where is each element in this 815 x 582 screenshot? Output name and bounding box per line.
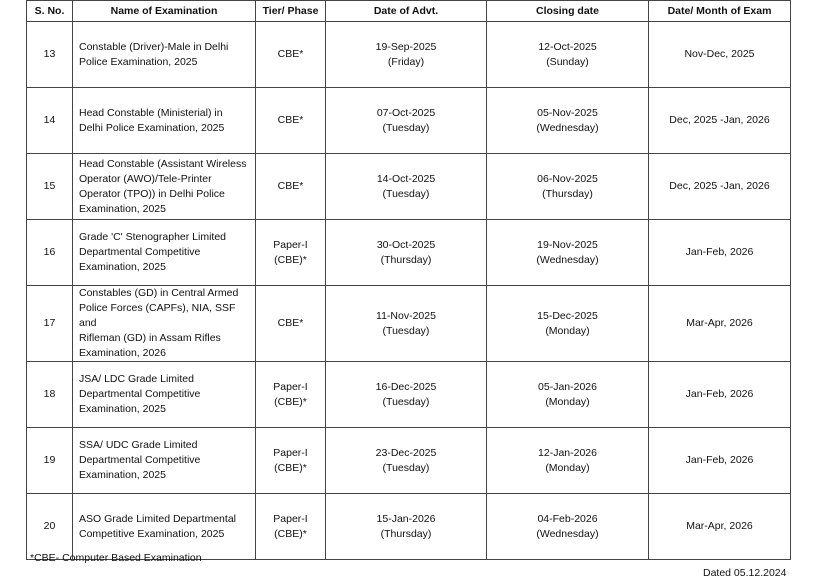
closing-line: (Thursday) bbox=[542, 187, 593, 200]
closing-line: (Sunday) bbox=[546, 55, 589, 68]
closing-line: (Monday) bbox=[545, 395, 590, 408]
row-sno: 19 bbox=[27, 428, 73, 494]
row-exam-month: Dec, 2025 -Jan, 2026 bbox=[649, 88, 791, 154]
advt-line: 15-Jan-2026 bbox=[376, 512, 436, 525]
advt-line: (Tuesday) bbox=[382, 461, 430, 474]
row-tier bbox=[256, 88, 326, 154]
closing-line: 04-Feb-2026 bbox=[537, 512, 598, 525]
tier-line: (CBE)* bbox=[274, 461, 307, 474]
tier-line: (CBE)* bbox=[274, 253, 307, 266]
row-sno: 15 bbox=[27, 154, 73, 220]
row-exam-month: Jan-Feb, 2026 bbox=[649, 428, 791, 494]
closing-line: (Wednesday) bbox=[536, 527, 599, 540]
name-line: Examination, 2025 bbox=[79, 469, 166, 481]
row-closing-date bbox=[487, 154, 649, 220]
name-line: Police Examination, 2025 bbox=[79, 55, 198, 68]
row-sno: 20 bbox=[27, 494, 73, 560]
closing-line: 15-Dec-2025 bbox=[537, 309, 598, 322]
row-closing-date bbox=[487, 494, 649, 560]
row-closing-date bbox=[487, 428, 649, 494]
name-line: Grade 'C' Stenographer Limited bbox=[79, 231, 227, 243]
row-exam-name bbox=[73, 220, 256, 286]
row-exam-name bbox=[73, 494, 256, 560]
tier-line: Paper-I bbox=[273, 512, 308, 525]
name-line: Police Forces (CAPFs), NIA, SSF and bbox=[79, 302, 236, 329]
row-exam-month: Mar-Apr, 2026 bbox=[649, 286, 791, 362]
name-line: Operator (AWO)/Tele-Printer bbox=[79, 172, 212, 185]
row-tier bbox=[256, 220, 326, 286]
name-line: Rifleman (GD) in Assam Rifles bbox=[79, 332, 221, 344]
closing-line: (Monday) bbox=[545, 324, 590, 337]
table-row bbox=[27, 494, 791, 560]
advt-line: (Tuesday) bbox=[382, 324, 430, 337]
name-line: Constable (Driver)-Male in Delhi bbox=[79, 40, 229, 53]
name-line: Delhi Police Examination, 2025 bbox=[79, 121, 225, 134]
name-line: Head Constable (Ministerial) in bbox=[79, 106, 223, 119]
row-exam-name bbox=[73, 88, 256, 154]
advt-line: 16-Dec-2025 bbox=[375, 380, 437, 393]
table-row bbox=[27, 22, 791, 88]
name-line: ASO Grade Limited Departmental bbox=[79, 512, 236, 525]
header-advt-date: Date of Advt. bbox=[326, 1, 487, 22]
closing-line: 12-Jan-2026 bbox=[538, 446, 597, 459]
row-closing-date bbox=[487, 22, 649, 88]
tier-line: (CBE)* bbox=[274, 395, 307, 408]
name-line: SSA/ UDC Grade Limited bbox=[79, 439, 198, 451]
advt-line: 11-Nov-2025 bbox=[376, 309, 436, 322]
table-row bbox=[27, 286, 791, 362]
row-exam-month: Mar-Apr, 2026 bbox=[649, 494, 791, 560]
dated-label: Dated 05.12.2024 bbox=[703, 567, 787, 579]
header-name: Name of Examination bbox=[73, 1, 256, 22]
name-line: Departmental Competitive bbox=[79, 454, 201, 466]
row-closing-date bbox=[487, 88, 649, 154]
table-row bbox=[27, 428, 791, 494]
row-sno: 17 bbox=[27, 286, 73, 362]
advt-line: (Thursday) bbox=[380, 527, 432, 540]
row-tier bbox=[256, 362, 326, 428]
advt-line: 30-Oct-2025 bbox=[376, 238, 436, 251]
tier-line: CBE* bbox=[277, 317, 304, 329]
closing-line: (Wednesday) bbox=[536, 253, 599, 266]
row-closing-date bbox=[487, 220, 649, 286]
name-line: Departmental Competitive bbox=[79, 388, 201, 400]
row-tier bbox=[256, 154, 326, 220]
advt-line: (Tuesday) bbox=[382, 121, 430, 134]
closing-line: 12-Oct-2025 bbox=[538, 40, 597, 53]
name-line: Departmental Competitive bbox=[79, 246, 201, 258]
table-row bbox=[27, 88, 791, 154]
row-exam-name bbox=[73, 428, 256, 494]
row-tier bbox=[256, 22, 326, 88]
name-line: Examination, 2025 bbox=[79, 202, 166, 215]
name-line: Operator (TPO)) in Delhi Police bbox=[79, 187, 225, 200]
table-row bbox=[27, 362, 791, 428]
tier-line: (CBE)* bbox=[274, 527, 307, 540]
advt-line: (Tuesday) bbox=[382, 187, 430, 200]
tier-line: Paper-I bbox=[273, 380, 308, 393]
tier-line: Paper-I bbox=[273, 446, 308, 459]
row-advt-date bbox=[326, 88, 487, 154]
row-advt-date bbox=[326, 286, 487, 362]
row-advt-date bbox=[326, 428, 487, 494]
row-exam-name bbox=[73, 154, 256, 220]
advt-line: (Thursday) bbox=[380, 253, 432, 266]
row-tier bbox=[256, 428, 326, 494]
advt-line: 07-Oct-2025 bbox=[376, 106, 436, 119]
row-closing-date bbox=[487, 286, 649, 362]
name-line: Examination, 2025 bbox=[79, 403, 166, 415]
table-header-row bbox=[27, 1, 791, 22]
row-exam-month: Jan-Feb, 2026 bbox=[649, 362, 791, 428]
name-line: Examination, 2025 bbox=[79, 261, 166, 273]
name-line: JSA/ LDC Grade Limited bbox=[79, 373, 194, 385]
header-sno: S. No. bbox=[27, 1, 73, 22]
row-exam-name bbox=[73, 286, 256, 362]
closing-line: (Wednesday) bbox=[536, 121, 599, 134]
row-advt-date bbox=[326, 22, 487, 88]
row-sno: 14 bbox=[27, 88, 73, 154]
row-closing-date bbox=[487, 362, 649, 428]
table-row bbox=[27, 220, 791, 286]
name-line: Examination, 2026 bbox=[79, 347, 166, 359]
row-advt-date bbox=[326, 494, 487, 560]
row-exam-month: Dec, 2025 -Jan, 2026 bbox=[649, 154, 791, 220]
row-tier bbox=[256, 494, 326, 560]
header-closing-date: Closing date bbox=[487, 1, 649, 22]
advt-line: 14-Oct-2025 bbox=[376, 172, 436, 185]
table-body bbox=[27, 22, 791, 560]
advt-line: (Friday) bbox=[387, 55, 425, 68]
row-sno: 18 bbox=[27, 362, 73, 428]
advt-line: 23-Dec-2025 bbox=[375, 446, 437, 459]
closing-line: 19-Nov-2025 bbox=[537, 238, 598, 251]
closing-line: (Monday) bbox=[545, 461, 590, 474]
footnote: *CBE- Computer Based Examination bbox=[30, 552, 202, 564]
name-line: Head Constable (Assistant Wireless bbox=[79, 157, 247, 170]
header-tier: Tier/ Phase bbox=[256, 1, 326, 22]
tier-line: Paper-I bbox=[273, 238, 308, 251]
row-exam-month: Jan-Feb, 2026 bbox=[649, 220, 791, 286]
row-advt-date bbox=[326, 154, 487, 220]
tier-line: CBE* bbox=[277, 114, 304, 126]
row-exam-name bbox=[73, 22, 256, 88]
table-row bbox=[27, 154, 791, 220]
row-sno: 13 bbox=[27, 22, 73, 88]
row-exam-month: Nov-Dec, 2025 bbox=[649, 22, 791, 88]
row-exam-name bbox=[73, 362, 256, 428]
closing-line: 06-Nov-2025 bbox=[537, 172, 598, 185]
row-advt-date bbox=[326, 220, 487, 286]
advt-line: (Tuesday) bbox=[382, 395, 430, 408]
advt-line: 19-Sep-2025 bbox=[375, 40, 437, 53]
closing-line: 05-Jan-2026 bbox=[538, 380, 597, 393]
row-tier bbox=[256, 286, 326, 362]
closing-line: 05-Nov-2025 bbox=[537, 106, 598, 119]
name-line: Competitive Examination, 2025 bbox=[79, 527, 225, 540]
exam-schedule-table bbox=[26, 0, 791, 560]
row-advt-date bbox=[326, 362, 487, 428]
row-sno: 16 bbox=[27, 220, 73, 286]
name-line: Constables (GD) in Central Armed bbox=[79, 287, 239, 299]
tier-line: CBE* bbox=[277, 180, 304, 192]
header-exam-month: Date/ Month of Exam bbox=[649, 1, 791, 22]
tier-line: CBE* bbox=[277, 48, 304, 60]
